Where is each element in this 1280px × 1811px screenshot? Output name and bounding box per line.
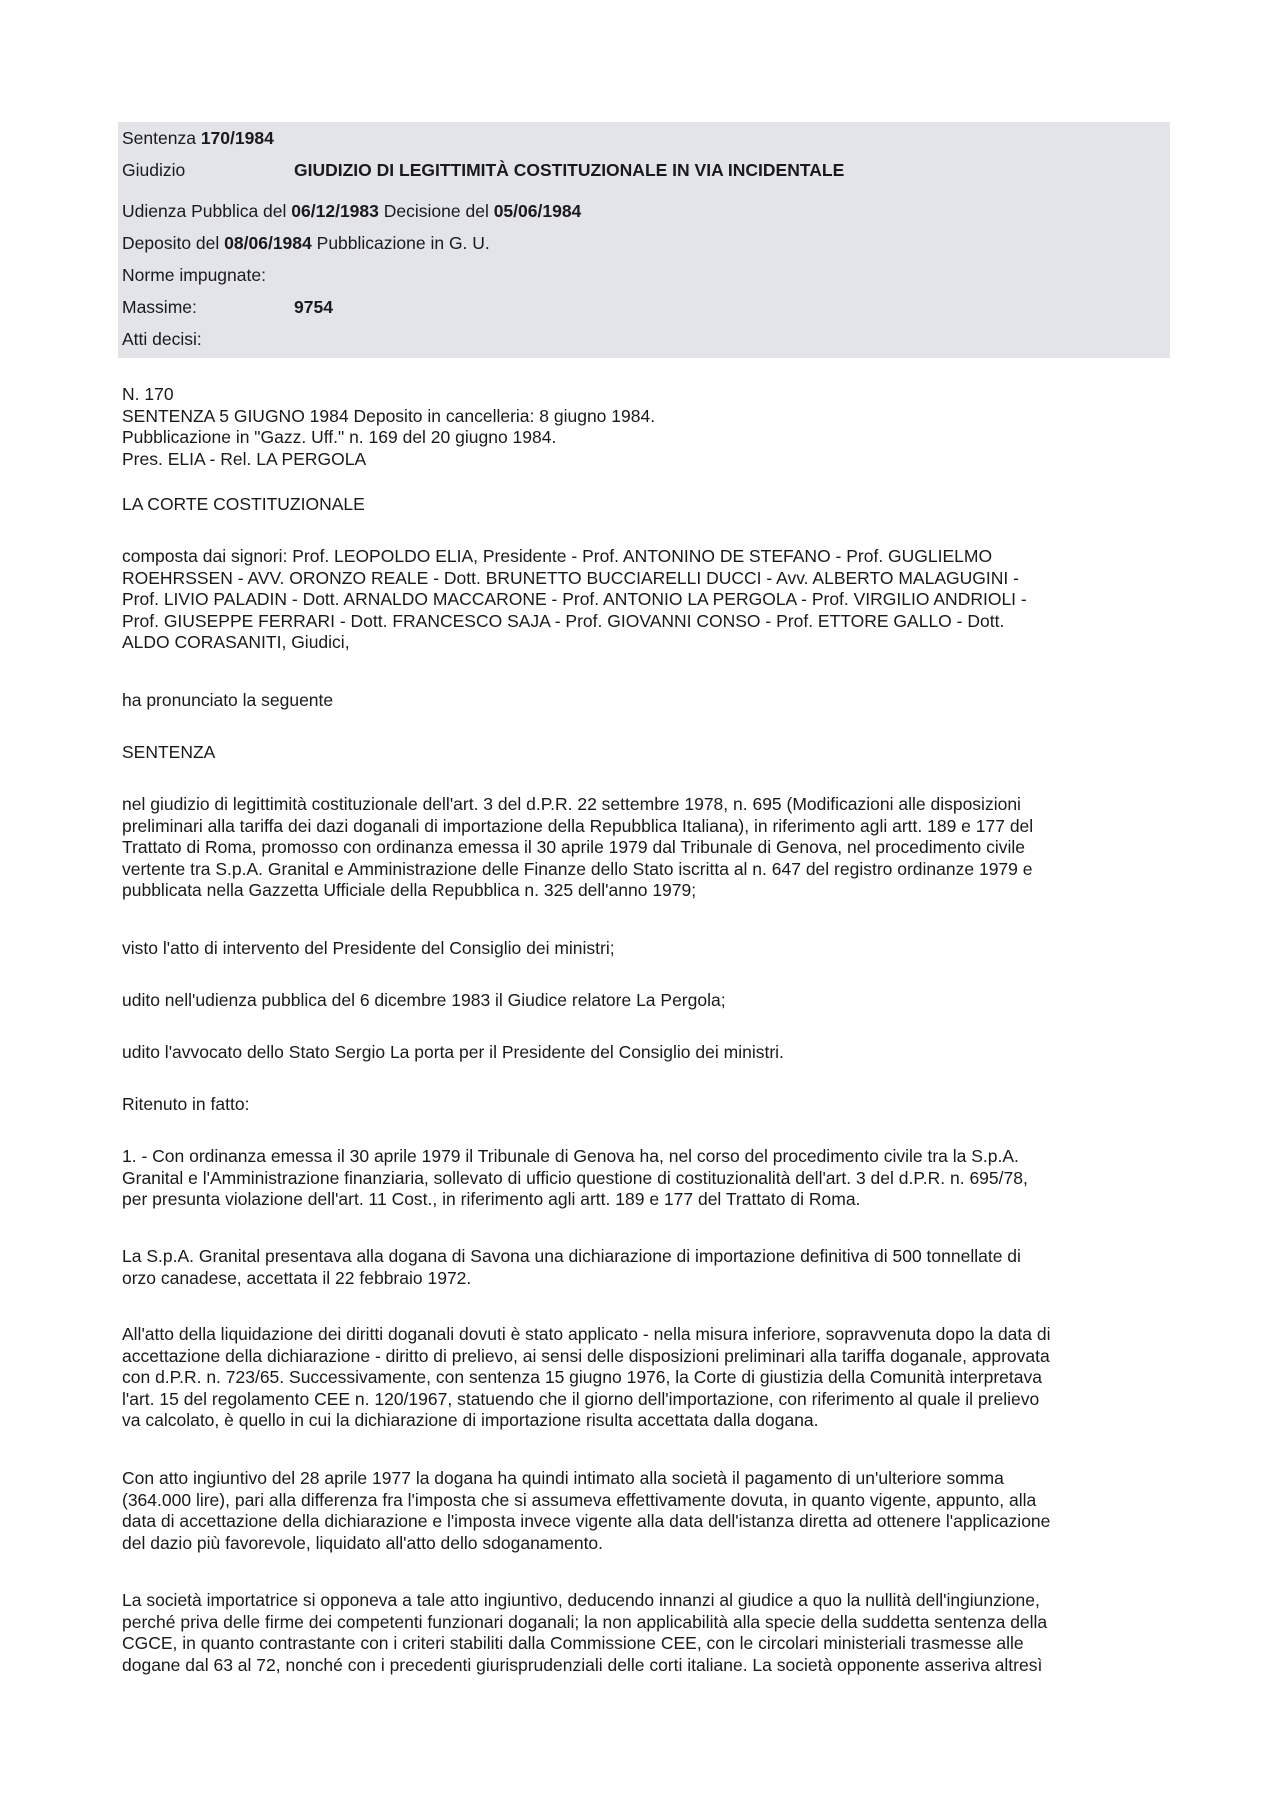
paragraph-line: l'art. 15 del regolamento CEE n. 120/1967, statuendo che il giorno dell'importazione, con riferimento al quale il prelievo (122, 1388, 1040, 1409)
paragraph-line: Con atto ingiuntivo del 28 aprile 1977 la dogana ha quindi intimato alla società il pagamento di un'ulteriore somma (122, 1468, 1004, 1488)
paragraph-line: (364.000 lire), pari alla differenza fra l'imposta che si assumeva effettivamente dovuta, in quanto vigente, appunto, alla (122, 1489, 1037, 1510)
paragraph (122, 1146, 1028, 1211)
sentenza-row (122, 127, 274, 149)
paragraph-line: orzo canadese, accettata il 22 febbraio 1972. (122, 1267, 472, 1288)
massime-value: 9754 (294, 297, 333, 317)
norme-label: Norme impugnate: (122, 265, 266, 285)
paragraph-line: preliminari alla tariffa dei dazi doganali di importazione della Repubblica Italiana), in riferimento agli artt. 189 e 177 del (122, 815, 1034, 836)
paragraph-line: del dazio più favorevole, liquidato all'atto dello sdoganamento. (122, 1532, 604, 1553)
paragraph (122, 794, 1033, 902)
massime-label: Massime: (122, 297, 197, 317)
paragraph-line: va calcolato, è quello in cui la dichiarazione di importazione risulta accettata dalla dogana. (122, 1410, 819, 1431)
paragraph-line: visto l'atto di intervento del Presidente del Consiglio dei ministri; (122, 938, 615, 958)
paragraph-line: pubblicata nella Gazzetta Ufficiale della Repubblica n. 325 dell'anno 1979; (122, 880, 697, 901)
decisione-date: 05/06/1984 (493, 201, 582, 221)
paragraph (122, 690, 333, 712)
sentenza-label: Sentenza (122, 128, 196, 148)
decisione-label: Decisione del (383, 201, 489, 221)
udienza-label: Udienza Pubblica del (122, 201, 287, 221)
paragraph (122, 546, 1027, 654)
pubblicazione-label: Pubblicazione in G. U. (316, 233, 490, 253)
paragraph-line: Prof. LIVIO PALADIN - Dott. ARNALDO MACCARONE - Prof. ANTONIO LA PERGOLA - Prof. VIRGILIO ANDRIOLI - (122, 589, 1027, 610)
paragraph-line: Ritenuto in fatto: (122, 1094, 250, 1114)
paragraph-line: Prof. GIUSEPPE FERRARI - Dott. FRANCESCO SAJA - Prof. GIOVANNI CONSO - Prof. ETTORE GALLO - Dott. (122, 610, 1005, 631)
paragraph-line: LA CORTE COSTITUZIONALE (122, 494, 365, 514)
paragraph-line: vertente tra S.p.A. Granital e Amministrazione delle Finanze dello Stato iscritta al n. 647 del registro ordinanze 1979 e (122, 858, 1033, 879)
paragraph (122, 1590, 1047, 1676)
paragraph-line: udito l'avvocato dello Stato Sergio La porta per il Presidente del Consiglio dei ministri. (122, 1042, 784, 1062)
info-box (118, 122, 1170, 358)
paragraph (122, 494, 365, 516)
paragraph (122, 1246, 1021, 1289)
paragraph-line: per presunta violazione dell'art. 11 Cost., in riferimento agli artt. 189 e 177 del Trattato di Roma. (122, 1189, 861, 1210)
paragraph-line: ha pronunciato la seguente (122, 690, 334, 710)
paragraph-line: con d.P.R. n. 723/65. Successivamente, con sentenza 15 giugno 1976, la Corte di giustizia della Comunità interpretava (122, 1367, 1042, 1388)
paragraph (122, 990, 726, 1012)
paragraph-line: La S.p.A. Granital presentava alla dogana di Savona una dichiarazione di importazione definitiva di 500 tonnellate di (122, 1246, 1021, 1266)
paragraph-line: Pres. ELIA - Rel. LA PERGOLA (122, 448, 367, 469)
paragraph (122, 1094, 249, 1116)
paragraph-line: 1. - Con ordinanza emessa il 30 aprile 1979 il Tribunale di Genova ha, nel corso del procedimento civile tra la S.p.A. (122, 1146, 1019, 1166)
paragraph-line: La società importatrice si opponeva a tale atto ingiuntivo, deducendo innanzi al giudice a quo la nullità dell'ingiunzione, (122, 1590, 1040, 1610)
paragraph-line: dogane dal 63 al 72, nonché con i precedenti giurisprudenziali delle corti italiane. La società opponente asseriva altresì (122, 1654, 1043, 1675)
paragraph-line: perché priva delle firme dei competenti funzionari doganali; la non applicabilità alla specie della suddetta sentenza della (122, 1611, 1048, 1632)
paragraph-line: data di accettazione della dichiarazione e l'imposta invece vigente alla data dell'istanza diretta ad ottenere l'applicazione (122, 1511, 1051, 1532)
giudizio-value: GIUDIZIO DI LEGITTIMITÀ COSTITUZIONALE IN VIA INCIDENTALE (294, 160, 845, 180)
paragraph (122, 1042, 784, 1064)
giudizio-row (122, 159, 845, 181)
sentenza-number: 170/1984 (200, 128, 274, 148)
paragraph-line: SENTENZA 5 GIUGNO 1984 Deposito in cancelleria: 8 giugno 1984. (122, 405, 656, 426)
paragraph-line: accettazione della dichiarazione - diritto di prelievo, ai sensi delle disposizioni preliminari alla tariffa doganale, approvata (122, 1345, 1050, 1366)
paragraph-line: udito nell'udienza pubblica del 6 dicembre 1983 il Giudice relatore La Pergola; (122, 990, 726, 1010)
paragraph (122, 384, 655, 470)
paragraph-line: nel giudizio di legittimità costituzionale dell'art. 3 del d.P.R. 22 settembre 1978, n. 695 (Modificazioni alle disposizioni (122, 794, 1021, 814)
paragraph-line: SENTENZA (122, 742, 216, 762)
deposito-date: 08/06/1984 (224, 233, 312, 253)
paragraph-line: CGCE, in quanto contrastante con i criteri stabiliti dalla Commissione CEE, con le circolari ministeriali trasmesse alle (122, 1633, 1024, 1654)
paragraph (122, 938, 615, 960)
udienza-date: 06/12/1983 (291, 201, 379, 221)
paragraph-line: composta dai signori: Prof. LEOPOLDO ELIA, Presidente - Prof. ANTONINO DE STEFANO - Prof. GUGLIELMO (122, 546, 993, 566)
paragraph (122, 742, 215, 764)
atti-row (122, 328, 202, 350)
norme-row (122, 264, 266, 286)
deposito-row (122, 232, 490, 254)
paragraph-line: Trattato di Roma, promosso con ordinanza emessa il 30 aprile 1979 dal Tribunale di Genova, nel procedimento civile (122, 837, 1026, 858)
paragraph-line: Pubblicazione in "Gazz. Uff." n. 169 del 20 giugno 1984. (122, 427, 557, 448)
paragraph-line: ALDO CORASANITI, Giudici, (122, 632, 350, 653)
massime-row (122, 296, 333, 318)
giudizio-label: Giudizio (122, 160, 186, 180)
paragraph-line: N. 170 (122, 384, 174, 404)
paragraph-line: ROEHRSSEN - AVV. ORONZO REALE - Dott. BRUNETTO BUCCIARELLI DUCCI - Avv. ALBERTO MALAGUGINI - (122, 567, 1019, 588)
paragraph-line: All'atto della liquidazione dei diritti doganali dovuti è stato applicato - nella misura inferiore, sopravvenuta dopo la data di (122, 1324, 1051, 1344)
atti-label: Atti decisi: (122, 329, 202, 349)
deposito-label: Deposito del (122, 233, 220, 253)
paragraph (122, 1324, 1051, 1432)
paragraph (122, 1468, 1050, 1554)
udienza-row (122, 200, 581, 222)
paragraph-line: Granital e l'Amministrazione finanziaria, sollevato di ufficio questione di costituzionalità dell'art. 3 del d.P.R. n. 695/78, (122, 1167, 1028, 1188)
